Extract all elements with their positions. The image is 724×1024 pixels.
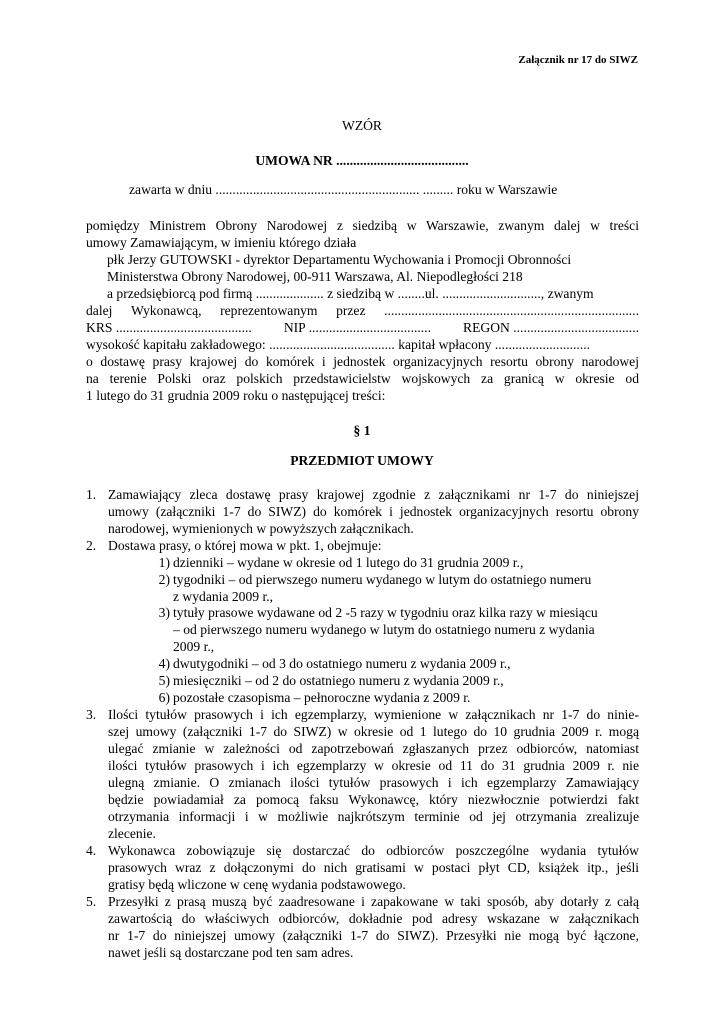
item-5-line-3: nr 1-7 do niniejszej umowy (załączniki 1-7 do SIWZ). Przesyłki nie mogą być łączone, <box>108 928 639 943</box>
parties-line-1: pomiędzy Ministrem Obrony Narodowej z siedzibą w Warszawie, zwanym dalej w treści <box>86 218 639 233</box>
item-4-line-3: gratisy będą wliczone w cenę wydania podstawowego. <box>108 877 406 892</box>
subitem-1: dzienniki – wydane w okresie od 1 lutego do 31 grudnia 2009 r., <box>173 555 524 570</box>
subitem-number: 2) <box>158 572 170 587</box>
subitem-number: 3) <box>158 605 170 620</box>
parties-line-6-word: przez <box>336 303 366 318</box>
subitem-6: pozostałe czasopisma – pełnoroczne wydania z 2009 r. <box>173 690 471 705</box>
item-number: 5. <box>86 894 97 909</box>
item-4-line-1: Wykonawca zobowiązuje się dostarczać do odbiorców poszczególne wydania tytułów <box>108 843 639 858</box>
item-1-line-3: narodowej, wymienionych w powyższych załącznikach. <box>108 521 414 536</box>
item-3-line-3: ulegać zmianie w zależności od zapotrzebowań zgłaszanych przez odbiorców, natomiast <box>108 741 639 756</box>
item-3-line-1: Ilości tytułów prasowych i ich egzemplarzy, wymienione w załącznikach nr 1-7 do ninie- <box>108 707 639 722</box>
parties-line-6-dots: ........................................................................... <box>384 303 639 318</box>
item-number: 4. <box>86 843 97 858</box>
item-3-line-7: otrzymania informacji i w możliwie najkrótszym terminie od jej otrzymania zrealizuje <box>108 809 639 824</box>
nip-field: NIP .................................... <box>283 320 431 335</box>
annex-label: Załącznik nr 17 do SIWZ <box>518 54 638 66</box>
subitem-number: 1) <box>158 555 170 570</box>
item-3-line-5: ulegną zmianie. O zmianach ilości tytułów prasowych i ich egzemplarzy Zamawiający <box>108 775 639 790</box>
item-1-line-1: Zamawiający zleca dostawę prasy krajowej zgodnie z załącznikami nr 1-7 do niniejszej <box>108 487 639 502</box>
item-1-line-2: umowy (załączniki 1-7 do SIWZ) do komórek i jednostek organizacyjnych resortu obrony <box>108 504 639 519</box>
subject-line-1: o dostawę prasy krajowej do komórek i jednostek organizacyjnych resortu obrony narodowej <box>86 354 639 369</box>
parties-line-6-word: reprezentowanym <box>220 303 318 318</box>
item-number: 1. <box>86 487 97 502</box>
item-2-line-1: Dostawa prasy, o której mowa w pkt. 1, obejmuje: <box>108 538 382 553</box>
parties-line-2: umowy Zamawiającym, w imieniu którego działa <box>86 235 357 250</box>
item-4-line-2: prasowych wraz z dołączonymi do nich gratisami w postaci płyt CD, książek itp., jeśli <box>108 860 639 875</box>
template-heading: WZÓR <box>341 118 383 133</box>
subject-line-2: na terenie Polski oraz polskich przedstawicielstw wojskowych za granicą w okresie od <box>86 371 639 386</box>
item-3-line-8: zlecenie. <box>108 826 156 841</box>
section-title: PRZEDMIOT UMOWY <box>290 453 434 468</box>
parties-line-6 <box>86 302 639 319</box>
contract-number-heading: UMOWA NR ....................................... <box>255 153 469 168</box>
subitem-3-line-2: – od pierwszego numeru wydanego w lutym do ostatniego numeru z wydania <box>173 622 595 637</box>
subitem-2-line-1: tygodniki – od pierwszego numeru wydanego w lutym do ostatniego numeru <box>173 572 592 587</box>
item-5-line-4: nawet jeśli są dostarczane pod ten sam adres. <box>108 945 354 960</box>
regon-field: REGON ..................................... <box>463 320 639 335</box>
section-number: § 1 <box>353 423 371 438</box>
parties-line-4: Ministerstwa Obrony Narodowej, 00-911 Warszawa, Al. Niepodległości 218 <box>107 269 523 284</box>
item-3-line-4: ilości tytułów prasowych i ich egzemplarzy w okresie od 11 do 31 grudnia 2009 r. nie <box>108 758 639 773</box>
subitem-number: 6) <box>158 690 170 705</box>
subject-line-3: 1 lutego do 31 grudnia 2009 roku o następującej treści: <box>86 388 386 403</box>
parties-line-5: a przedsiębiorcą pod firmą .................... z siedzibą w ........ul. ............................., zwanym <box>107 286 594 301</box>
registry-line <box>86 319 639 336</box>
conclusion-line: zawarta w dniu ............................................................ ......... roku w Warszawie <box>129 182 558 197</box>
subitem-number: 5) <box>158 673 170 688</box>
item-number: 3. <box>86 707 97 722</box>
subitem-3-line-1: tytuły prasowe wydawane od 2 -5 razy w tygodniu oraz kilka razy w miesiącu <box>173 605 598 620</box>
item-number: 2. <box>86 538 97 553</box>
subitem-2-line-2: z wydania 2009 r., <box>173 589 274 604</box>
krs-field: KRS ........................................ <box>86 320 252 335</box>
item-3-line-2: szej umowy (załączniki 1-7 do SIWZ) w okresie od 1 lutego do 10 grudnia 2009 r. mogą <box>108 724 639 739</box>
subitem-number: 4) <box>158 656 170 671</box>
subitem-4: dwutygodniki – od 3 do ostatniego numeru z wydania 2009 r., <box>173 656 511 671</box>
capital-line: wysokość kapitału zakładowego: ..................................... kapitał wpłacony ............................ <box>86 337 591 352</box>
item-5-line-2: zawartością do właściwych odbiorców, dokładnie pod adresy wskazane w załącznikach <box>108 911 639 926</box>
item-5-line-1: Przesyłki z prasą muszą być zaadresowane i zapakowane w taki sposób, aby dotarły z całą <box>108 894 639 909</box>
parties-line-6-word: dalej <box>86 303 113 318</box>
parties-line-3: płk Jerzy GUTOWSKI - dyrektor Departamentu Wychowania i Promocji Obronności <box>107 252 572 267</box>
subitem-3-line-3: 2009 r., <box>173 639 215 654</box>
subitem-5: miesięczniki – od 2 do ostatniego numeru z wydania 2009 r., <box>173 673 504 688</box>
item-3-line-6: będzie powiadamiał za pomocą faksu Wykonawcę, który niezwłocznie potwierdzi fakt <box>108 792 639 807</box>
parties-line-6-word: Wykonawcą, <box>131 303 202 318</box>
